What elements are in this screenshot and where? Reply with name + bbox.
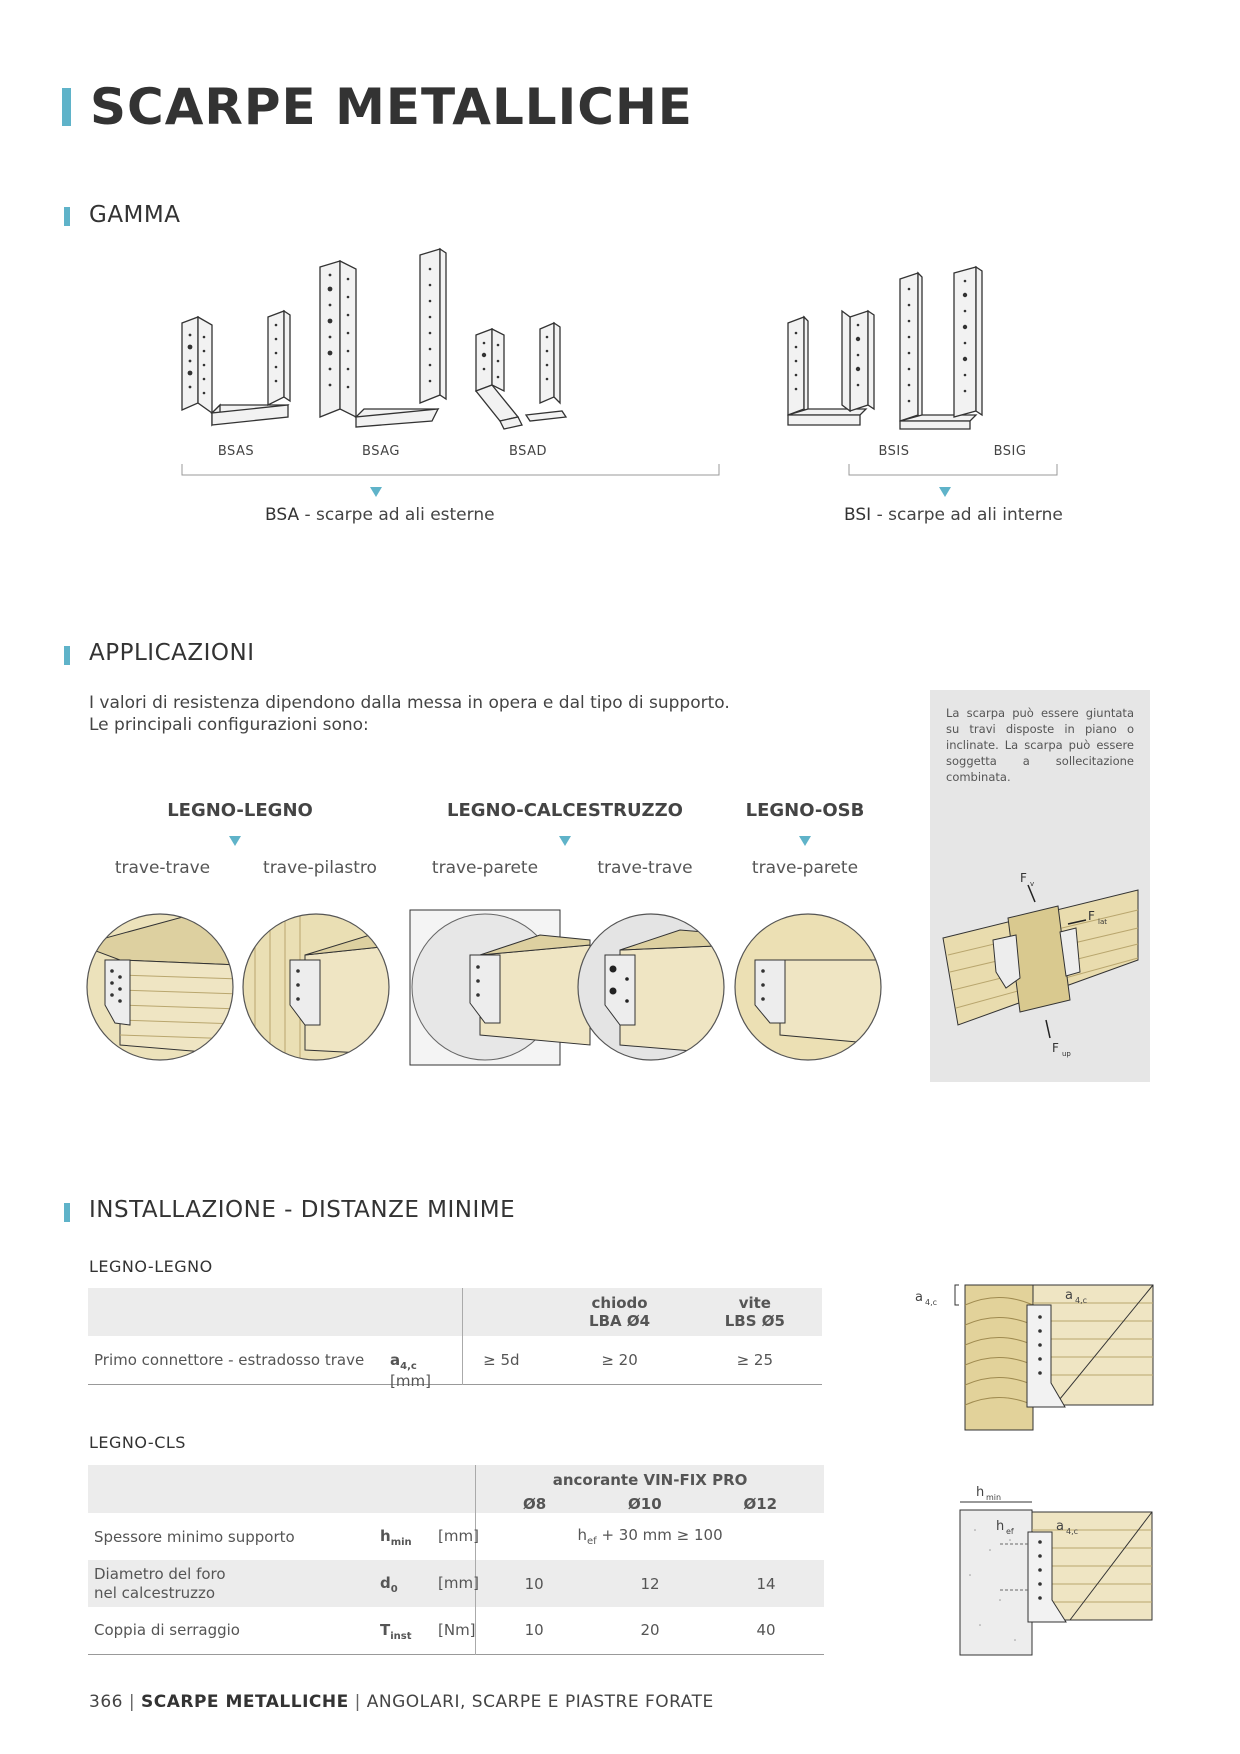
applicazioni-intro	[89, 692, 730, 736]
legno-cls-table	[88, 1465, 824, 1655]
fig1-a-sub: 4,c	[925, 1298, 938, 1307]
val-coppia-d8: 10	[524, 1621, 544, 1640]
intro-line-1: I valori di resistenza dipendono dalla messa in opera e dal tipo di supporto.	[89, 693, 730, 713]
row-coppia-label: Coppia di serraggio	[94, 1621, 240, 1640]
sub-trave-trave-1: trave-trave	[114, 858, 211, 878]
range-brackets	[175, 464, 1075, 484]
col-chiodo-spec: LBA Ø4	[589, 1312, 651, 1330]
row-coppia-unit: [Nm]	[438, 1621, 476, 1639]
legno-cls-subheading: LEGNO-CLS	[89, 1433, 186, 1452]
col-d8: Ø8	[523, 1495, 547, 1513]
bsas-illustration	[182, 311, 290, 425]
fig1-a: a	[915, 1290, 923, 1305]
bsa-caption	[265, 505, 495, 525]
product-label-bsis: BSIS	[878, 444, 910, 459]
footer-chapter: ANGOLARI, SCARPE E PIASTRE FORATE	[366, 1692, 714, 1712]
row-spessore-unit: [mm]	[438, 1527, 479, 1545]
title-accent-bar	[62, 88, 71, 126]
legno-cls-arrow-icon	[559, 836, 571, 846]
val-diametro-d12: 14	[756, 1574, 776, 1593]
row-label: Primo connettore - estradosso trave	[94, 1350, 365, 1369]
bsag-illustration	[320, 249, 446, 427]
fig2-hef: h	[996, 1519, 1005, 1534]
bsa-code: BSA	[265, 505, 300, 525]
bsad-illustration	[476, 323, 566, 429]
legno-cls-trave-trave	[570, 905, 740, 1075]
product-label-bsig: BSIG	[993, 444, 1027, 459]
application-illustrations	[80, 905, 900, 1075]
col-vite: vite	[738, 1294, 771, 1312]
col-chiodo: chiodo	[591, 1294, 648, 1312]
product-label-bsas: BSAS	[217, 444, 255, 459]
col-d10: Ø10	[628, 1495, 662, 1513]
sub-trave-parete-2: trave-parete	[751, 858, 859, 878]
group-legno-legno: LEGNO-LEGNO	[167, 800, 313, 821]
legno-legno-distance-illustration	[905, 1275, 1155, 1435]
applicazioni-heading: APPLICAZIONI	[89, 640, 255, 666]
row-diametro-label-1: Diametro del foro	[94, 1564, 226, 1583]
page-number: 366	[89, 1692, 123, 1712]
bsa-arrow-icon	[370, 487, 382, 497]
page-title: SCARPE METALLICHE	[90, 78, 693, 136]
legno-cls-distance-illustration	[940, 1480, 1160, 1660]
sub-trave-trave-2: trave-trave	[597, 858, 693, 878]
force-flat-sub: lat	[1098, 918, 1107, 926]
force-fv: F	[1020, 871, 1027, 885]
sub-trave-parete-1: trave-parete	[431, 858, 539, 878]
legno-osb-trave-parete	[730, 905, 890, 1075]
legno-osb-arrow-icon	[799, 836, 811, 846]
force-fup-sub: up	[1062, 1050, 1071, 1058]
info-panel-text: La scarpa può essere giuntata su travi disposte in piano o inclinate. La scarpa può essere soggetta a sollecitazione combinata.	[946, 706, 1134, 784]
row-diametro-unit: [mm]	[438, 1574, 479, 1592]
force-flat: F	[1088, 909, 1095, 923]
group-legno-calcestruzzo: LEGNO-CALCESTRUZZO	[447, 800, 683, 821]
product-label-bsad: BSAD	[508, 444, 548, 459]
page-footer: 366 | SCARPE METALLICHE | ANGOLARI, SCARPE E PIASTRE FORATE	[89, 1692, 714, 1712]
fig1-a2: a	[1065, 1288, 1073, 1303]
bsi-caption-text: - scarpe ad ali interne	[871, 505, 1063, 525]
row-coppia-symbol: $T_{inst}$	[380, 1621, 412, 1642]
val-coppia-d12: 40	[756, 1621, 776, 1640]
bsig-illustration	[900, 267, 982, 429]
val-chiodo: ≥ 20	[601, 1350, 638, 1369]
installazione-heading: INSTALLAZIONE - DISTANZE MINIME	[89, 1197, 516, 1223]
bsis-illustration	[788, 311, 874, 425]
val-diametro-d8: 10	[524, 1574, 544, 1593]
intro-line-2: Le principali configurazioni sono:	[89, 715, 369, 735]
bsi-arrow-icon	[939, 487, 951, 497]
footer-section: SCARPE METALLICHE	[141, 1692, 349, 1712]
sub-trave-pilastro: trave-pilastro	[263, 858, 377, 878]
legno-legno-arrow-icon	[229, 836, 241, 846]
val-vite: ≥ 25	[736, 1350, 774, 1369]
row-symbol: $a_{4,c}$ [mm]	[390, 1351, 431, 1390]
bsi-caption	[844, 505, 1063, 525]
row-diametro-symbol: $d_0$	[380, 1574, 398, 1595]
bsi-code: BSI	[844, 505, 872, 525]
legno-legno-subheading: LEGNO-LEGNO	[89, 1257, 213, 1276]
row-spessore-label: Spessore minimo supporto	[94, 1527, 295, 1546]
row-diametro-label-2: nel calcestruzzo	[94, 1583, 216, 1602]
row-spessore-symbol: $h_{min}$	[380, 1527, 412, 1548]
fig2-hmin-sub: min	[986, 1493, 1002, 1502]
legno-legno-trave-pilastro	[240, 905, 400, 1075]
bsa-caption-text: - scarpe ad ali esterne	[299, 505, 495, 525]
group-legno-osb: LEGNO-OSB	[745, 800, 865, 821]
info-panel	[930, 690, 1150, 1082]
fig2-hmin: h	[976, 1485, 985, 1500]
legno-legno-table	[88, 1288, 822, 1390]
col-d12: Ø12	[743, 1495, 778, 1513]
section-accent-bar	[64, 207, 70, 226]
val-coppia-d10: 20	[640, 1621, 660, 1640]
force-fup: F	[1052, 1041, 1059, 1055]
section-accent-bar	[64, 1203, 70, 1222]
force-fv-sub: v	[1030, 880, 1035, 888]
section-accent-bar	[64, 646, 70, 665]
col-vite-spec: LBS Ø5	[724, 1312, 785, 1330]
anchor-group-header: ancorante VIN-FIX PRO	[552, 1471, 748, 1489]
val-min: ≥ 5d	[483, 1350, 520, 1369]
gamma-heading: GAMMA	[89, 202, 181, 228]
fig2-a-sub: 4,c	[1066, 1527, 1079, 1536]
row-spessore-value: $h_{ef} + 30$ mm ≥ 100	[577, 1526, 723, 1547]
combined-load-illustration	[938, 871, 1143, 1060]
legno-cls-trave-parete	[410, 910, 590, 1065]
val-diametro-d10: 12	[640, 1574, 660, 1593]
gamma-product-illustrations	[170, 245, 1070, 430]
fig2-hef-sub: ef	[1006, 1527, 1014, 1536]
fig1-a2-sub: 4,c	[1075, 1296, 1088, 1305]
product-label-bsag: BSAG	[362, 444, 400, 459]
legno-legno-trave-trave	[80, 905, 240, 1075]
fig2-a: a	[1056, 1519, 1064, 1534]
